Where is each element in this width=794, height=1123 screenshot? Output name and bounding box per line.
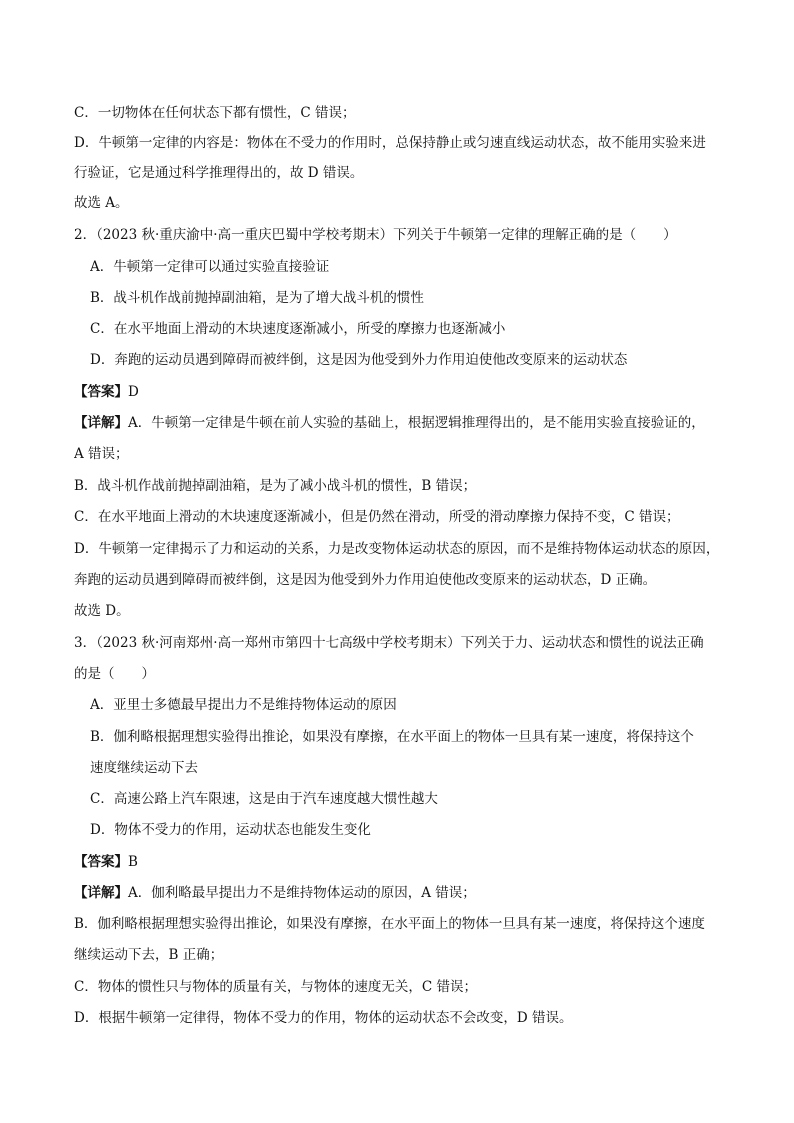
q3-stem-line2: 的是（ ） [74, 666, 155, 682]
q2-detail-a-text: A．牛顿第一定律是牛顿在前人实验的基础上，根据逻辑推理得出的，是不能用实验直接验证的， [128, 415, 705, 431]
q3-option-b-line2: 速度继续运动下去 [90, 760, 198, 776]
q1-conclusion: 故选 A。 [74, 195, 129, 211]
q3-option-c: C．高速公路上汽车限速，这是由于汽车速度越大惯性越大 [90, 791, 438, 807]
q2-option-b: B．战斗机作战前抛掉副油箱，是为了增大战斗机的惯性 [90, 290, 424, 306]
q1-explanation-d-line2: 行验证，它是通过科学推理得出的，故 D 错误。 [74, 165, 364, 181]
q2-detail-b: B．战斗机作战前抛掉副油箱，是为了减小战斗机的惯性，B 错误； [74, 478, 477, 494]
q3-detail-d: D．根据牛顿第一定律得，物体不受力的作用，物体的运动状态不会改变，D 错误。 [74, 1010, 573, 1026]
q3-detail-a-text: A．伽利略最早提出力不是维持物体运动的原因，A 错误； [128, 885, 476, 901]
q2-detail-tag: 【详解】 [74, 415, 128, 431]
q3-answer-tag: 【答案】 [74, 854, 128, 870]
q3-stem-line1: 3．（2023 秋·河南郑州·高一郑州市第四十七高级中学校考期末）下列关于力、运动状态和惯性的说法正确 [74, 635, 704, 651]
q3-detail-b-line1: B．伽利略根据理想实验得出推论，如果没有摩擦，在水平面上的物体一旦具有某一速度，将保持这个速度 [74, 916, 705, 932]
q2-stem: 2．（2023 秋·重庆渝中·高一重庆巴蜀中学校考期末）下列关于牛顿第一定律的理解正确的是（ ） [74, 227, 677, 243]
q3-option-a: A．亚里士多德最早提出力不是维持物体运动的原因 [90, 697, 397, 713]
q3-answer-value: B [128, 854, 138, 870]
q3-option-d: D．物体不受力的作用，运动状态也能发生变化 [90, 822, 371, 838]
q1-explanation-c: C．一切物体在任何状态下都有惯性，C 错误； [74, 105, 356, 121]
q2-detail-d-line1: D．牛顿第一定律揭示了力和运动的关系，力是改变物体运动状态的原因，而不是维持物体运动状态的原因， [74, 541, 720, 557]
q1-explanation-d-line1: D．牛顿第一定律的内容是：物体在不受力的作用时，总保持静止或匀速直线运动状态，故不能用实验来进 [74, 135, 706, 151]
q3-detail-a [74, 884, 724, 902]
q2-detail-d-line2: 奔跑的运动员遇到障碍而被绊倒，这是因为他受到外力作用迫使他改变原来的运动状态，D 正确。 [74, 572, 657, 588]
q2-answer [74, 383, 724, 401]
q2-conclusion: 故选 D。 [74, 603, 130, 619]
q3-detail-tag: 【详解】 [74, 885, 128, 901]
q2-detail-a-line1 [74, 414, 724, 432]
q2-option-c: C．在水平地面上滑动的木块速度逐渐减小，所受的摩擦力也逐渐减小 [90, 321, 506, 337]
q2-answer-tag: 【答案】 [74, 384, 128, 400]
q2-answer-value: D [128, 384, 139, 400]
q2-option-a: A．牛顿第一定律可以通过实验直接验证 [90, 259, 330, 275]
q2-detail-c: C．在水平地面上滑动的木块速度逐渐减小，但是仍然在滑动，所受的滑动摩擦力保持不变，C 错误； [74, 509, 680, 525]
q3-option-b-line1: B．伽利略根据理想实验得出推论，如果没有摩擦，在水平面上的物体一旦具有某一速度，将保持这个 [90, 729, 694, 745]
q3-detail-c: C．物体的惯性只与物体的质量有关，与物体的速度无关，C 错误； [74, 979, 477, 995]
q2-detail-a-line2: A 错误； [74, 446, 129, 462]
q3-answer [74, 853, 724, 871]
q2-option-d: D．奔跑的运动员遇到障碍而被绊倒，这是因为他受到外力作用迫使他改变原来的运动状态 [90, 352, 628, 368]
q3-detail-b-line2: 继续运动下去，B 正确； [74, 947, 224, 963]
